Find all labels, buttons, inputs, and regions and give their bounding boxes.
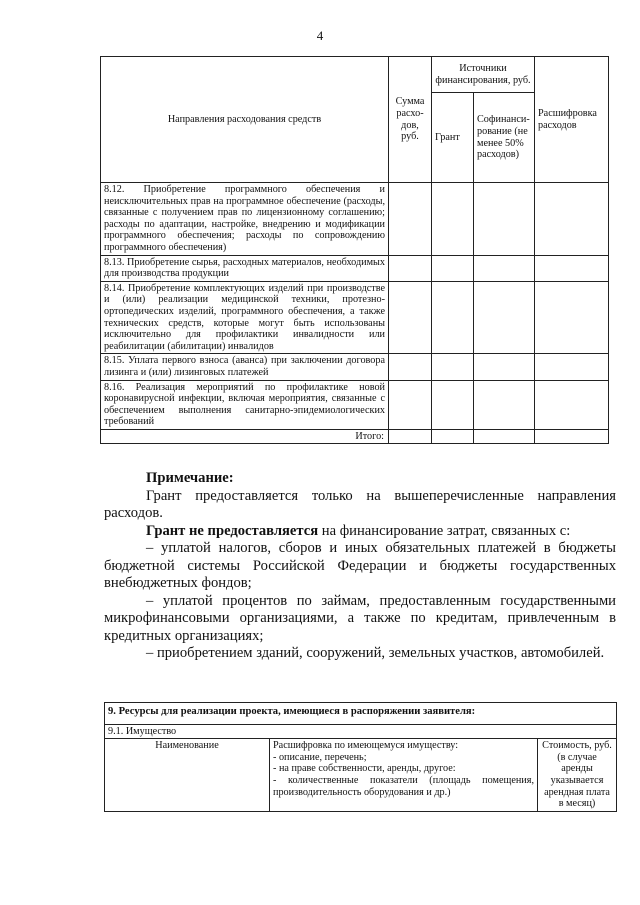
note-paragraph-2-rest: на финансирование затрат, связанных с:: [318, 522, 571, 539]
note-paragraph-2: [104, 523, 616, 541]
note-item-2: – уплатой процентов по займам, предоставленным государственными микрофинансовыми организациями, а также по кредитам, привлеченным в кредитных организациях;: [104, 592, 616, 644]
header-grant: Грант: [432, 93, 474, 183]
expenses-table: [100, 56, 609, 444]
row-8-14: 8.14. Приобретение комплектующих изделий при производстве и (или) реализации медицинской техники, протезно-ортопедических изделий, программного обеспечения, а также технических средств, которые могут быть использованы исключительно для профилактики инвалидности или реабилитации (абилитации) инвалидов: [101, 281, 389, 354]
header-property-breakdown: [270, 739, 538, 812]
total-row: [101, 429, 609, 444]
resources-section-title: 9. Ресурсы для реализации проекта, имеющиеся в распоряжении заявителя:: [105, 703, 617, 725]
breakdown-line: Расшифровка по имеющемуся имуществу:: [273, 740, 459, 752]
header-sum: Сумма расхо-дов, руб.: [389, 57, 432, 183]
note-item-1: – уплатой налогов, сборов и иных обязательных платежей в бюджеты бюджетной системы Российской Федерации и бюджеты государственных внебюджетных фондов;: [104, 540, 616, 591]
note-heading: Примечание:: [146, 470, 234, 486]
table-row: [101, 255, 609, 281]
table-row: [101, 183, 609, 256]
breakdown-line: - на праве собственности, аренды, другое:: [273, 763, 456, 775]
total-label: Итого:: [101, 429, 389, 444]
breakdown-line: - описание, перечень;: [273, 751, 367, 763]
breakdown-line: - количественные показатели (площадь помещения, производительность оборудования и др.): [273, 774, 534, 798]
property-subsection: 9.1. Имущество: [105, 724, 617, 739]
table-row: [101, 281, 609, 354]
row-8-12: 8.12. Приобретение программного обеспечения и неисключительных прав на программное обеспечение (расходы, связанные с получением прав по лицензионному соглашению; расходы по адаптации, настройке, внедрению и модификации программного обеспечения; расходы по сопровождению программного обеспечения): [101, 183, 389, 256]
header-direction: Направления расходования средств: [101, 57, 389, 183]
row-8-13: 8.13. Приобретение сырья, расходных материалов, необходимых для производства продукции: [101, 255, 389, 281]
resources-table: [104, 702, 617, 812]
note-item-3: – приобретением зданий, сооружений, земельных участков, автомобилей.: [146, 645, 605, 661]
page-number: 4: [316, 28, 324, 43]
header-breakdown: Расшифровка расходов: [535, 57, 609, 183]
header-cost: Стоимость, руб. (в случае аренды указывается арендная плата в месяц): [538, 739, 617, 812]
header-sources: Источники финансирования, руб.: [432, 57, 535, 93]
row-8-16: 8.16. Реализация мероприятий по профилактике новой коронавирусной инфекции, включая мероприятия, связанные с обеспечением выполнения санитарно-эпидемиологических требований: [101, 380, 389, 429]
row-8-15: 8.15. Уплата первого взноса (аванса) при заключении договора лизинга и (или) лизинговых платежей: [101, 354, 389, 380]
table-row: [101, 380, 609, 429]
note-block: [104, 470, 616, 663]
header-cofinancing: Софинанси-рование (не менее 50% расходов): [474, 93, 535, 183]
note-paragraph-1: Грант предоставляется только на вышеперечисленные направления расходов.: [104, 487, 616, 521]
note-paragraph-2-bold: Грант не предоставляется: [146, 522, 319, 539]
table-row: [101, 354, 609, 380]
header-name: Наименование: [105, 739, 270, 812]
